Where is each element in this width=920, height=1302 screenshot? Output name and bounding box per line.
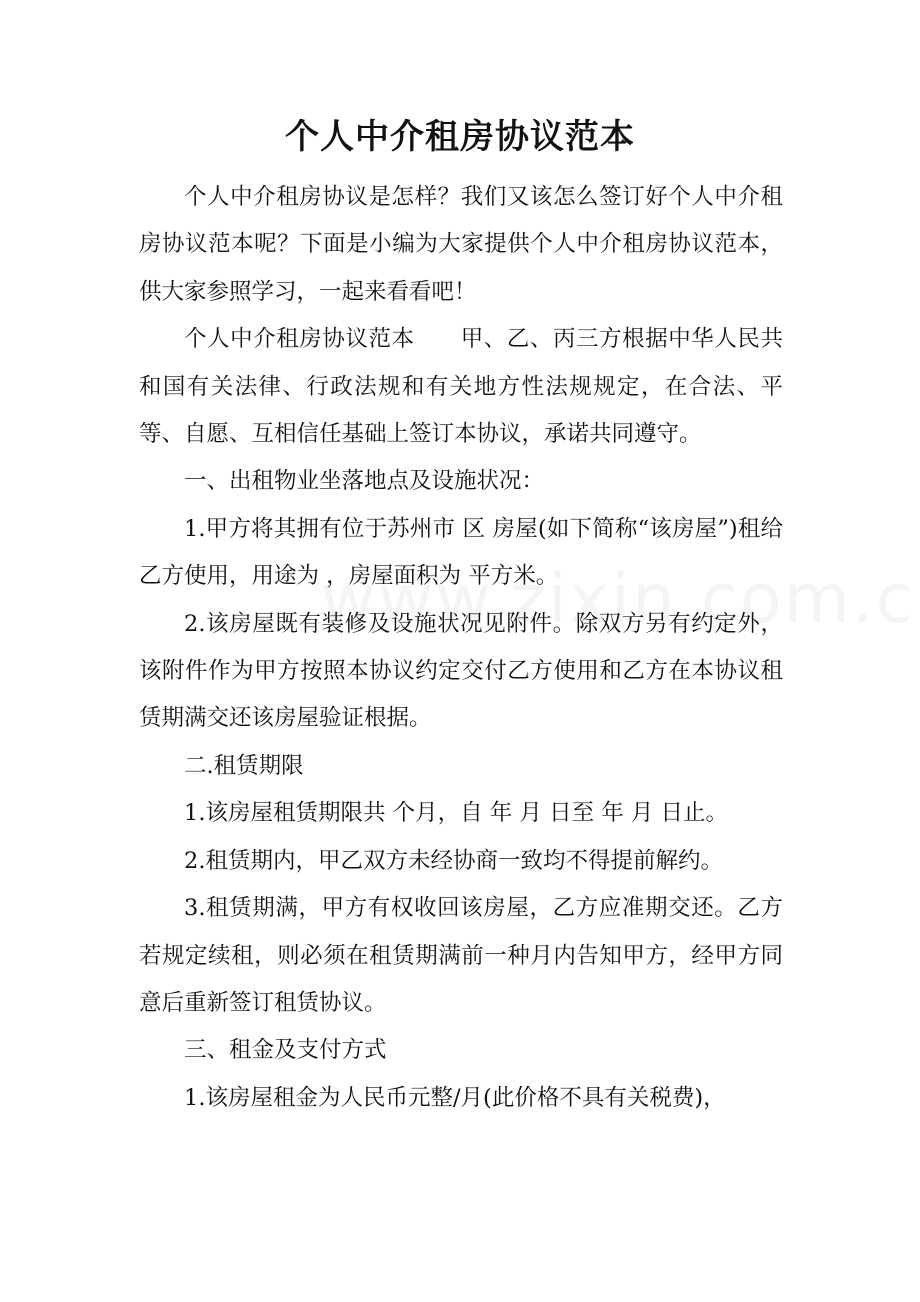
- clause-paragraph: 2.该房屋既有装修及设施状况见附件。除双方另有约定外，该附件作为甲方按照本协议约定交付乙方使用和乙方在本协议租赁期满交还该房屋验证根据。: [139, 610, 783, 732]
- document-title: 个人中介租房协议范本: [285, 117, 635, 157]
- clause-paragraph: 1.该房屋租赁期限共 个月，自 年 月 日至 年 月 日止。: [184, 800, 729, 827]
- clause-paragraph: 2.租赁期内，甲乙双方未经协商一致均不得提前解约。: [184, 847, 723, 874]
- section-heading-rent: 三、租金及支付方式: [184, 1037, 387, 1064]
- intro-paragraph: 个人中介租房协议是怎样？我们又该怎么签订好个人中介租房协议范本呢？下面是小编为大家提供个人中介租房协议范本，供大家参照学习，一起来看看吧！: [139, 184, 783, 305]
- section-heading-property: 一、出租物业坐落地点及设施状况：: [184, 468, 545, 495]
- document-body: [139, 174, 783, 1122]
- clause-paragraph: 1.甲方将其拥有位于苏州市 区 房屋(如下简称“该房屋”)租给乙方使用，用途为 ，房屋面积为 平方米。: [139, 515, 783, 590]
- clause-paragraph: 3.租赁期满，甲方有权收回该房屋，乙方应准期交还。乙方若规定续租，则必须在租赁期满前一种月内告知甲方，经甲方同意后重新签订租赁协议。: [139, 895, 783, 1016]
- clause-paragraph: 1.该房屋租金为人民币元整/月(此价格不具有关税费)，: [184, 1084, 726, 1111]
- section-heading-term: 二.租赁期限: [184, 752, 304, 779]
- preamble-paragraph: 个人中介租房协议范本 甲、乙、丙三方根据中华人民共和国有关法律、行政法规和有关地方性法规规定，在合法、平等、自愿、互相信任基础上签订本协议，承诺共同遵守。: [139, 326, 783, 448]
